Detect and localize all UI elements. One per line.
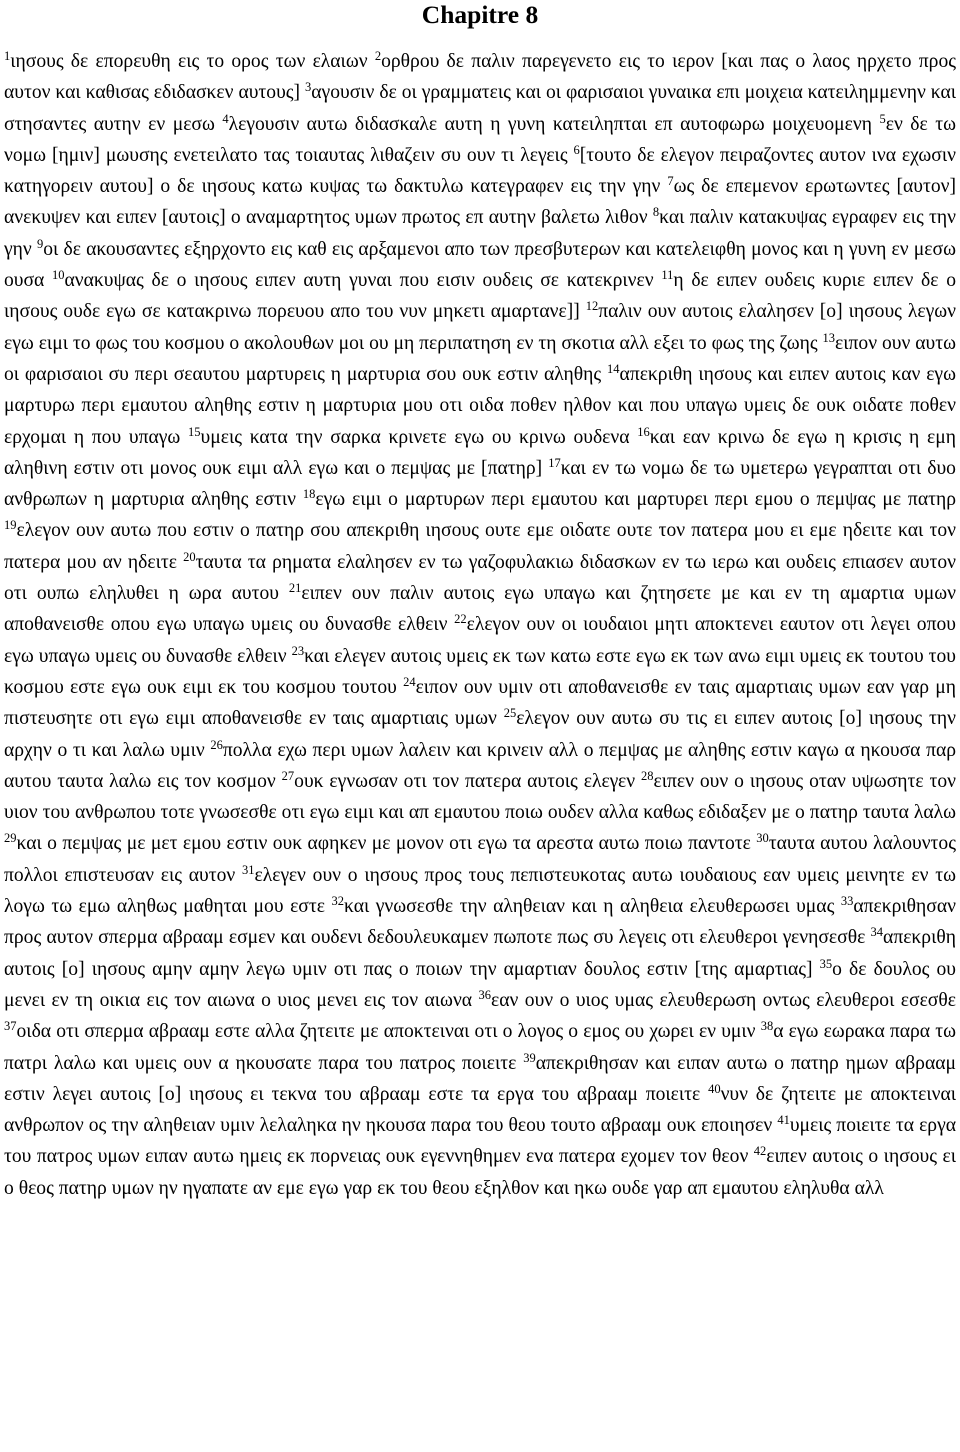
- verse-text: εγω ειμι ο μαρτυρων περι εμαυτου και μαρτυρει περι εμου ο πεμψας με πατηρ: [315, 489, 956, 511]
- verse-text: και εαν κρινω δε εγω η κρισις η εμη αληθινη εστιν οτι μονος ουκ ειμι αλλ εγω και ο πεμψας με [πατηρ]: [4, 426, 956, 479]
- verse-number: 23: [291, 643, 305, 658]
- verse-text: ειπεν αυτοις ο ιησους ει ο θεος πατηρ υμων ην ηγαπατε αν εμε εγω γαρ εκ του θεου εξηλθον και ηκω ουδε γαρ απ εμαυτου εληλυθα αλλ: [4, 1146, 956, 1199]
- verse-text: οιδα οτι σπερμα αβρααμ εστε αλλα ζητειτε με αποκτειναι οτι ο λογος ο εμος ου χωρει εν υμιν: [16, 1021, 761, 1043]
- verse-text: λεγουσιν αυτω διδασκαλε αυτη η γυνη κατειληπται επ αυτοφωρω μοιχευομενη: [228, 113, 880, 135]
- verse: [332, 896, 841, 917]
- verse-number: 36: [478, 987, 492, 1002]
- verse-number: 40: [708, 1081, 721, 1096]
- verse-text: υμεις κατα την σαρκα κρινετε εγω ου κρινω ουδενα: [200, 426, 638, 448]
- verse: [478, 987, 956, 1011]
- verse-text: ορθρου δε παλιν παρεγενετο εις το ιερον [και πας ο λαος ηρχετο προς αυτον και καθισας εδιδασκεν αυτους]: [4, 51, 957, 104]
- verse-text: ο δε δουλος ου μενει εν τη οικια εις τον αιωνα ο υιος μενει εις τον αιωνα: [4, 958, 956, 1011]
- verse-text: εαν ουν ο υιος υμας ελευθερωση οντως ελευθεροι εσεσθε: [491, 989, 956, 1011]
- verse-text: ειπον ουν υμιν οτι αποθανεισθε εν ταις αμαρτιαις υμων εαν γαρ μη πιστευσητε οτι εγω ειμι αποθανεισθε εν ταις αμαρτιαις υμων: [4, 676, 956, 730]
- verse-number: 31: [242, 862, 255, 877]
- verse-number: 27: [281, 768, 295, 783]
- verse-text: ως δε επεμενον ερωτωντες [αυτον] ανεκυψεν και ειπεν [αυτοις] ο αναμαρτητος υμων πρωτος επ αυτην βαλετω λιθον: [4, 176, 956, 229]
- chapter-title: Chapitre 8: [421, 0, 539, 29]
- verse-text: απεκριθη ιησους και ειπεν αυτοις καν εγω μαρτυρω περι εμαυτου αληθης εστιν η μαρτυρια μου οτι οιδα ποθεν ηλθον και που υπαγω υμεις δε ουκ οιδατε ποθεν ερχομαι η που υπαγω: [4, 363, 956, 448]
- verse: [4, 1021, 761, 1042]
- verse-number: 8: [652, 205, 660, 220]
- verse-number: 38: [760, 1019, 774, 1034]
- verse-text: πολλα εχω περι υμων λαλειν και κρινειν αλλ ο πεμψας με αληθης εστιν καγω α ηκουσα παρ αυτου ταυτα λαλω εις τον κοσμον: [4, 739, 956, 792]
- verse-text: απεκριθησαν και ειπαν αυτω ο πατηρ ημων αβρααμ εστιν λεγει αυτοις [ο] ιησους ει τεκνα του αβρααμ εστε τα εργα του αβρααμ ποιειτε: [4, 1052, 956, 1105]
- verse-text: παλιν ουν αυτοις ελαλησεν [ο] ιησους λεγων εγω ειμι το φως του κοσμου ο ακολουθων μοι ου μη περιπατηση εν τη σκοτια αλλ εξει το φως της ζωης: [4, 301, 956, 354]
- verse-number: 4: [222, 111, 229, 126]
- verse-number: 32: [331, 894, 344, 909]
- verse: [222, 111, 880, 135]
- verse-text: ελεγεν ουν ο ιησους προς τους πεπιστευκοτας αυτω ιουδαιους εαν υμεις μεινητε εν τω λογω τω εμω αληθως μαθηται μου εστε: [4, 864, 956, 918]
- verse-text: και ο πεμψας με μετ εμου εστιν ουκ αφηκεν με μονον οτι εγω τα αρεστα αυτω ποιω παντοτε: [16, 833, 757, 855]
- verse-number: 2: [374, 49, 382, 63]
- verse-number: 37: [4, 1019, 17, 1034]
- verse-number: 28: [641, 768, 654, 783]
- verse-text: ειπεν ουν παλιν αυτοις εγω υπαγω και ζητησετε με και εν τη αμαρτια υμων αποθανεισθε οπου εγω υπαγω υμεις ου δυνασθε ελθειν: [4, 583, 956, 636]
- verse-number: 19: [4, 518, 17, 533]
- verse-number: 17: [548, 455, 561, 470]
- verse-text: ειπον ουν αυτω οι φαρισαιοι συ περι σεαυτου μαρτυρεις η μαρτυρια σου ουκ εστιν αληθης: [4, 332, 956, 385]
- chapter-text: [4, 46, 956, 1204]
- verse-number: 39: [523, 1050, 536, 1065]
- verse-text: ελεγον ουν οι ιουδαιοι μητι αποκτενει εαυτον οτι λεγει οπου εγω υπαγω υμεις ου δυνασθε ελθειν: [4, 614, 956, 667]
- verse-text: και γνωσεσθε την αληθειαν και η αληθεια ελευθερωσει υμας: [344, 896, 841, 918]
- verse-number: 11: [661, 268, 674, 283]
- verse-text: ταυτα αυτου λαλουντος πολλοι επιστευσαν εις αυτον: [4, 833, 956, 886]
- verse-number: 34: [870, 925, 884, 940]
- verse-number: 20: [183, 549, 196, 564]
- verse-number: 35: [819, 956, 833, 971]
- verse-number: 42: [753, 1144, 767, 1159]
- verse-number: 1: [4, 49, 11, 63]
- verse: [4, 51, 375, 72]
- verse-text: ουκ εγνωσαν οτι τον πατερα αυτοις ελεγεν: [294, 770, 641, 792]
- verse: [303, 489, 956, 510]
- verse-number: 18: [302, 487, 316, 502]
- verse-text: εν δε τω νομω [ημιν] μωυσης ενετειλατο τας τοιαυτας λιθαζειν συ ουν τι λεγεις: [4, 113, 956, 166]
- verse-text: απεκριθη αυτοις [ο] ιησους αμην αμην λεγω υμιν οτι πας ο ποιων την αμαρτιαν δουλος εστιν [της αμαρτιας]: [4, 927, 956, 980]
- verse-number: 7: [667, 174, 674, 189]
- verse-number: 29: [4, 831, 17, 846]
- verse-text: ειπεν ουν ο ιησους οταν υψωσητε τον υιον του ανθρωπου τοτε γνωσεσθε οτι εγω ειμι και απ εμαυτου ποιω ουδεν αλλα καθως εδιδαξεν με ο πατηρ ταυτα λαλω: [4, 770, 956, 824]
- verse-number: 10: [52, 268, 65, 283]
- verse-text: η δε ειπεν ουδεις κυριε ειπεν δε ο ιησους ουδε εγω σε κατακρινω πορευου απο του νυν μηκετι αμαρτανε]]: [4, 270, 956, 323]
- verse-number: 3: [305, 80, 312, 95]
- verse-number: 6: [573, 142, 580, 157]
- verse-number: 26: [210, 737, 223, 752]
- verse-text: ταυτα τα ρηματα ελαλησεν εν τω γαζοφυλακιω διδασκων εν τω ιερω και ουδεις επιασεν αυτον οτι ουπω εληλυθει η ωρα αυτου: [4, 551, 957, 605]
- verse: [4, 833, 756, 854]
- verse-number: 41: [777, 1113, 790, 1128]
- verse-number: 21: [288, 581, 302, 596]
- verse-text: νυν δε ζητειτε με αποκτειναι ανθρωπον ος την αληθειαν υμιν λελαληκα ην ηκουσα παρα του θεου τουτο αβρααμ ουκ εποιησεν: [4, 1083, 957, 1137]
- verse-number: 33: [840, 894, 854, 909]
- verse-number: 22: [454, 612, 467, 627]
- verse-number: 12: [585, 299, 599, 314]
- verse-number: 5: [879, 111, 886, 126]
- verse-number: 24: [403, 674, 416, 689]
- verse-text: ελεγον ουν αυτω συ τις ει ειπεν αυτοις [ο] ιησους την αρχην ο τι και λαλω υμιν: [4, 708, 956, 761]
- verse-number: 9: [36, 236, 44, 251]
- verse-text: α εγω εωρακα παρα τω πατρι λαλω και υμεις ουν α ηκουσατε παρα του πατρος ποιειτε: [4, 1021, 957, 1074]
- verse-text: και ελεγεν αυτοις υμεις εκ των κατω εστε εγω εκ των ανω ειμι υμεις εκ τουτου του κοσμου εστε εγω ουκ ειμι εκ του κοσμου τουτου: [4, 645, 956, 698]
- verse-number: 14: [607, 361, 620, 376]
- verse-text: απεκριθησαν προς αυτον σπερμα αβρααμ εσμεν και ουδενι δεδουλευκαμεν πωποτε πως συ λεγεις οτι ελευθεροι γενησεσθε: [4, 896, 956, 949]
- verse-number: 15: [188, 424, 201, 439]
- verse-number: 25: [503, 706, 517, 721]
- verse-text: ανακυψας δε ο ιησους ειπεν αυτη γυναι που εισιν ουδεις σε κατεκρινεν: [64, 270, 662, 292]
- verse-text: υμεις ποιειτε τα εργα του πατρος υμων ειπαν αυτω ημεις εκ πορνειας ουκ εγεννηθημεν ενα πατερα εχομεν τον θεον: [4, 1115, 956, 1168]
- verse-text: αγουσιν δε οι γραμματεις και οι φαρισαιοι γυναικα επι μοιχεια κατειλημμενην και στησαντες αυτην εν μεσω: [4, 82, 956, 135]
- verse-text: [τουτο δε ελεγον πειραζοντες αυτον ινα εχωσιν κατηγορειν αυτου] ο δε ιησους κατω κυψας τω δακτυλω κατεγραφεν εις την γην: [4, 144, 956, 198]
- verse-number: 30: [756, 831, 769, 846]
- verse: [52, 270, 661, 291]
- verse-number: 13: [822, 330, 836, 345]
- verse: [188, 424, 638, 448]
- verse-text: ελεγον ουν αυτω που εστιν ο πατηρ σου απεκριθη ιησους ουτε εμε οιδατε ουτε τον πατερα μου ει εμε ηδειτε και τον πατερα μου αν ηδειτε: [4, 520, 956, 573]
- verse-text: και εν τω νομω δε τω υμετερω γεγραπται οτι δυο ανθρωπων η μαρτυρια αληθης εστιν: [4, 457, 956, 511]
- verse-text: ιησους δε επορευθη εις το ορος των ελαιων: [10, 51, 375, 72]
- verse-number: 16: [637, 424, 650, 439]
- verse-text: οι δε ακουσαντες εξηρχοντο εις καθ εις αρξαμενοι απο των πρεσβυτερων και κατελειφθη μονος και η γυνη εν μεσω ουσα: [4, 238, 956, 292]
- verse-text: και παλιν κατακυψας εγραφεν εις την γην: [4, 207, 956, 260]
- verse: [281, 768, 641, 792]
